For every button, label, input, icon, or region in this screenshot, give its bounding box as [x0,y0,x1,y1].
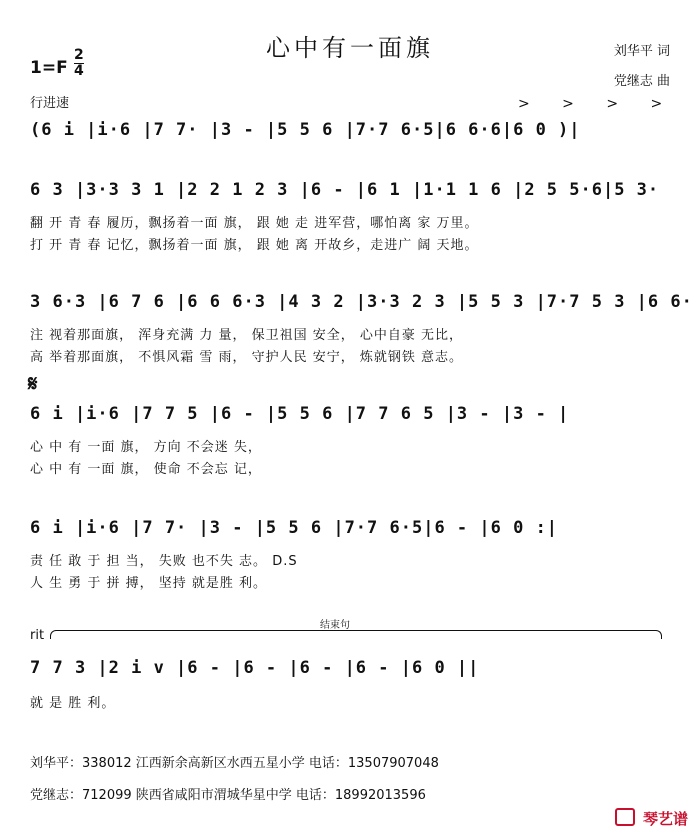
meter-top: 2 [74,47,84,63]
logo-icon [615,808,635,826]
rit-marking: rit [30,628,45,643]
notation-line: 3 6·3 |6 7 6 |6 6 6·3 |4 3 2 |3·3 2 3 |5 5 3 |7·7 5 3 |6 6· [30,292,693,312]
segno-sign: 𝄋 [28,372,38,397]
lyric-line: 就 是 胜 利。 [30,696,116,711]
notation-line: 6 i |i·6 |7 7 5 |6 - |5 5 6 |7 7 6 5 |3 - |3 - | [30,404,570,424]
lyric-line: 高 举着那面旗， 不惧风霜 雪 雨， 守护人民 安宁， 炼就钢铁 意志。 [30,350,464,365]
lyricist-credit: 刘华平 词 [613,44,670,59]
time-signature [74,48,84,79]
lyric-line: 心 中 有 一面 旗， 使命 不会忘 记， [30,462,262,477]
notation-line: 6 i |i·6 |7 7· |3 - |5 5 6 |7·7 6·5|6 - |6 0 :| [30,518,559,538]
lyric-line: 翻 开 青 春 履历，飘扬着一面 旗， 跟 她 走 进军营，哪怕离 家 万里。 [30,216,479,231]
meter-bottom: 4 [74,63,84,79]
lyric-line: 打 开 青 春 记忆，飘扬着一面 旗， 跟 她 离 开故乡，走进广 阔 天地。 [30,238,479,253]
contact-line: 党继志：712099 陕西省咸阳市渭城华星中学 电话：18992013596 [30,788,426,803]
site-logo-text: 琴艺谱 [642,810,688,828]
accent-marks: > > > > [518,96,677,112]
lyric-line: 人 生 勇 于 拼 搏， 坚持 就是胜 利。 [30,576,268,591]
lyric-line: 注 视着那面旗， 浑身充满 力 量， 保卫祖国 安全， 心中自豪 无比， [30,328,464,343]
lyric-line: 责 任 敢 于 担 当， 失败 也不失 志。 D.S [30,554,298,569]
end-phrase-label: 结束句 [320,620,350,631]
page-title: 心中有一面旗 [266,34,434,62]
key-signature: 1=F [30,58,68,78]
notation-line: (6 i |i·6 |7 7· |3 - |5 5 6 |7·7 6·5|6 6·6|6 0 )| [30,120,581,140]
composer-credit: 党继志 曲 [613,74,670,89]
contact-line: 刘华平：338012 江西新余高新区水西五星小学 电话：13507907048 [30,756,439,771]
lyric-line: 心 中 有 一面 旗， 方向 不会迷 失， [30,440,262,455]
tempo-marking: 行进速 [30,96,70,111]
notation-line: 6 3 |3·3 3 1 |2 2 1 2 3 |6 - |6 1 |1·1 1 6 |2 5 5·6|5 3· [30,180,660,200]
notation-line: 7 7 3 |2 i v |6 - |6 - |6 - |6 - |6 0 || [30,658,480,678]
site-logo[interactable] [615,808,688,829]
rit-bracket [50,630,662,639]
